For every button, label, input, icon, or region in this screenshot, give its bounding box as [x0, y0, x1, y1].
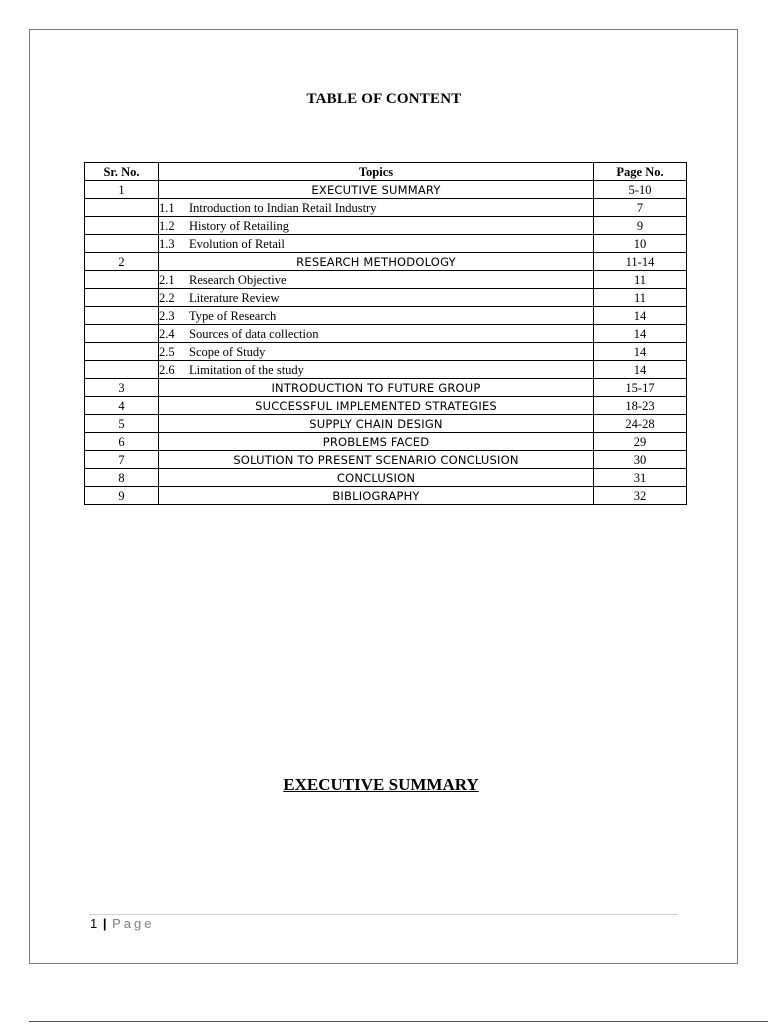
table-row [85, 325, 687, 343]
table-row [85, 217, 687, 235]
page-footer [90, 916, 155, 931]
row-page-no: 15-17 [594, 379, 687, 397]
row-topic-main: SOLUTION TO PRESENT SCENARIO CONCLUSION [159, 451, 594, 469]
row-page-no: 9 [594, 217, 687, 235]
toc-body [85, 181, 687, 505]
row-sr-no: 6 [85, 433, 159, 451]
toc-header-row [85, 163, 687, 181]
row-page-no: 32 [594, 487, 687, 505]
table-row [85, 397, 687, 415]
row-page-no: 5-10 [594, 181, 687, 199]
row-topic-main: RESEARCH METHODOLOGY [159, 253, 594, 271]
row-page-no: 14 [594, 325, 687, 343]
row-sr-no [85, 325, 159, 343]
row-topic-main: BIBLIOGRAPHY [159, 487, 594, 505]
subsection-title: Sources of data collection [189, 326, 319, 341]
row-sr-no: 9 [85, 487, 159, 505]
row-page-no: 30 [594, 451, 687, 469]
header-page-no: Page No. [594, 163, 687, 181]
table-row [85, 199, 687, 217]
row-topic-main: SUCCESSFUL IMPLEMENTED STRATEGIES [159, 397, 594, 415]
row-sr-no: 5 [85, 415, 159, 433]
row-topic-main: CONCLUSION [159, 469, 594, 487]
toc-table [84, 162, 687, 505]
row-sr-no [85, 199, 159, 217]
footer-divider [89, 914, 678, 915]
table-row [85, 469, 687, 487]
table-row [85, 343, 687, 361]
subsection-title: Literature Review [189, 290, 280, 305]
subsection-number: 2.1 [159, 272, 175, 287]
row-page-no: 14 [594, 361, 687, 379]
header-sr-no: Sr. No. [85, 163, 159, 181]
subsection-title: Scope of Study [189, 344, 266, 359]
subsection-number: 2.4 [159, 326, 175, 341]
table-row [85, 181, 687, 199]
footer-page-number: 1 [90, 916, 98, 931]
row-topic-sub [159, 271, 594, 289]
row-page-no: 31 [594, 469, 687, 487]
table-row [85, 361, 687, 379]
subsection-title: Introduction to Indian Retail Industry [189, 200, 377, 215]
next-page-edge [29, 1021, 768, 1022]
row-sr-no [85, 271, 159, 289]
subsection-number: 2.2 [159, 290, 175, 305]
subsection-title: History of Retailing [189, 218, 289, 233]
row-sr-no [85, 361, 159, 379]
row-topic-sub [159, 199, 594, 217]
row-sr-no: 4 [85, 397, 159, 415]
row-sr-no: 8 [85, 469, 159, 487]
row-page-no: 11-14 [594, 253, 687, 271]
footer-separator: | [102, 916, 107, 931]
subsection-title: Research Objective [189, 272, 287, 287]
header-topics: Topics [159, 163, 594, 181]
row-topic-main: EXECUTIVE SUMMARY [159, 181, 594, 199]
row-topic-sub [159, 235, 594, 253]
section-heading-text: EXECUTIVE SUMMARY [283, 775, 479, 794]
row-page-no: 11 [594, 289, 687, 307]
subsection-number: 1.3 [159, 236, 175, 251]
subsection-title: Evolution of Retail [189, 236, 285, 251]
subsection-title: Limitation of the study [189, 362, 304, 377]
table-row [85, 451, 687, 469]
row-sr-no [85, 289, 159, 307]
row-page-no: 14 [594, 307, 687, 325]
row-sr-no [85, 217, 159, 235]
table-row [85, 487, 687, 505]
row-topic-sub [159, 217, 594, 235]
row-sr-no: 1 [85, 181, 159, 199]
table-row [85, 307, 687, 325]
row-sr-no [85, 307, 159, 325]
row-page-no: 18-23 [594, 397, 687, 415]
table-row [85, 379, 687, 397]
row-topic-sub [159, 289, 594, 307]
subsection-number: 1.2 [159, 218, 175, 233]
row-topic-main: PROBLEMS FACED [159, 433, 594, 451]
row-sr-no: 3 [85, 379, 159, 397]
toc-title: TABLE OF CONTENT [306, 91, 462, 107]
row-page-no: 10 [594, 235, 687, 253]
row-page-no: 7 [594, 199, 687, 217]
footer-page-label: Page [112, 916, 155, 931]
row-page-no: 24-28 [594, 415, 687, 433]
table-row [85, 289, 687, 307]
row-topic-sub [159, 343, 594, 361]
row-page-no: 29 [594, 433, 687, 451]
row-sr-no: 7 [85, 451, 159, 469]
subsection-number: 1.1 [159, 200, 175, 215]
subsection-number: 2.6 [159, 362, 175, 377]
table-row [85, 235, 687, 253]
row-topic-sub [159, 361, 594, 379]
row-sr-no [85, 235, 159, 253]
table-row [85, 415, 687, 433]
subsection-number: 2.5 [159, 344, 175, 359]
row-topic-sub [159, 307, 594, 325]
row-page-no: 14 [594, 343, 687, 361]
subsection-number: 2.3 [159, 308, 175, 323]
row-topic-main: INTRODUCTION TO FUTURE GROUP [159, 379, 594, 397]
row-sr-no: 2 [85, 253, 159, 271]
row-page-no: 11 [594, 271, 687, 289]
row-topic-sub [159, 325, 594, 343]
table-row [85, 271, 687, 289]
row-topic-main: SUPPLY CHAIN DESIGN [159, 415, 594, 433]
table-row [85, 433, 687, 451]
row-sr-no [85, 343, 159, 361]
subsection-title: Type of Research [189, 308, 277, 323]
table-row [85, 253, 687, 271]
section-heading [0, 775, 768, 795]
